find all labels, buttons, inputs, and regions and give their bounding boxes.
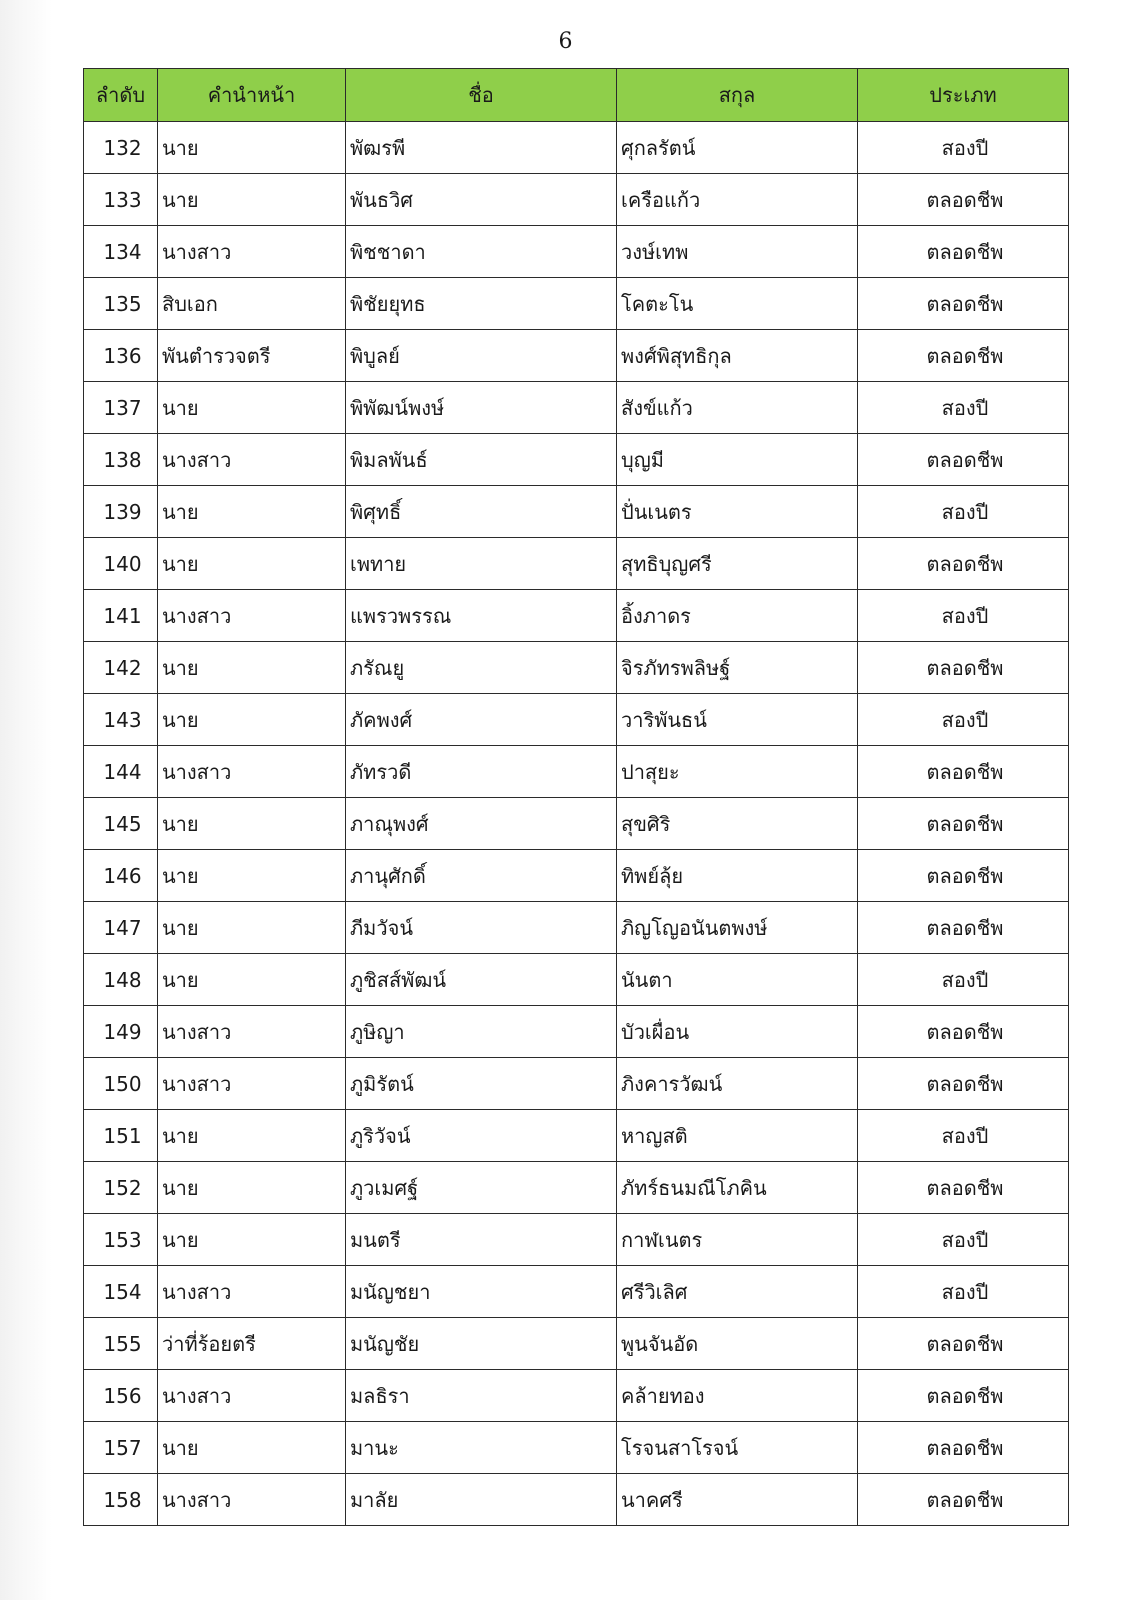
row-type: ตลอดชีพ [858,434,1069,486]
table-row [84,590,1069,642]
row-first-name: พิบูลย์ [346,330,617,382]
row-number: 153 [84,1214,158,1266]
row-type: ตลอดชีพ [858,1318,1069,1370]
row-last-name: ภัทร์ธนมณีโภคิน [617,1162,858,1214]
row-last-name: วาริพันธน์ [617,694,858,746]
row-first-name: พันธวิศ [346,174,617,226]
row-last-name: พงศ์พิสุทธิกุล [617,330,858,382]
table-row [84,1266,1069,1318]
table-row [84,850,1069,902]
row-type: ตลอดชีพ [858,1006,1069,1058]
scan-edge-shadow [0,0,52,1600]
row-number: 132 [84,122,158,174]
row-type: ตลอดชีพ [858,746,1069,798]
row-prefix: นางสาว [158,434,346,486]
row-prefix: นาย [158,538,346,590]
row-number: 149 [84,1006,158,1058]
row-prefix: นาย [158,902,346,954]
table-row [84,1162,1069,1214]
row-last-name: สังข์แก้ว [617,382,858,434]
header-type: ประเภท [858,69,1069,122]
row-type: ตลอดชีพ [858,226,1069,278]
table-row [84,174,1069,226]
row-type: ตลอดชีพ [858,1474,1069,1526]
row-type: ตลอดชีพ [858,1058,1069,1110]
row-type: สองปี [858,122,1069,174]
row-prefix: นาย [158,694,346,746]
row-last-name: ทิพย์ลุ้ย [617,850,858,902]
table-row [84,1370,1069,1422]
row-first-name: ภาณุพงศ์ [346,798,617,850]
row-last-name: ปั่นเนตร [617,486,858,538]
row-last-name: ปาสุยะ [617,746,858,798]
row-type: ตลอดชีพ [858,1422,1069,1474]
row-last-name: วงษ์เทพ [617,226,858,278]
row-last-name: บุญมี [617,434,858,486]
row-number: 139 [84,486,158,538]
row-last-name: หาญสติ [617,1110,858,1162]
row-number: 138 [84,434,158,486]
row-first-name: ภูวเมศฐ์ [346,1162,617,1214]
row-first-name: ภีมวัจน์ [346,902,617,954]
row-type: สองปี [858,694,1069,746]
row-prefix: นาย [158,122,346,174]
row-number: 158 [84,1474,158,1526]
row-prefix: นางสาว [158,590,346,642]
row-number: 151 [84,1110,158,1162]
row-first-name: ภัคพงศ์ [346,694,617,746]
row-prefix: นาย [158,1214,346,1266]
table-row [84,1058,1069,1110]
row-first-name: ภูมิรัตน์ [346,1058,617,1110]
table-row [84,330,1069,382]
row-type: ตลอดชีพ [858,798,1069,850]
row-prefix: นาย [158,174,346,226]
row-first-name: มลธิรา [346,1370,617,1422]
row-last-name: โรจนสาโรจน์ [617,1422,858,1474]
row-type: ตลอดชีพ [858,330,1069,382]
row-type: ตลอดชีพ [858,174,1069,226]
row-last-name: ศรีวิเลิศ [617,1266,858,1318]
row-type: สองปี [858,590,1069,642]
row-number: 135 [84,278,158,330]
row-type: ตลอดชีพ [858,1162,1069,1214]
row-first-name: ภูริวัจน์ [346,1110,617,1162]
row-first-name: พิศุทธิ์ [346,486,617,538]
table-row [84,1318,1069,1370]
table-row [84,1110,1069,1162]
row-last-name: เครือแก้ว [617,174,858,226]
row-number: 140 [84,538,158,590]
row-last-name: สุขศิริ [617,798,858,850]
table-body [84,122,1069,1526]
row-first-name: พิชชาดา [346,226,617,278]
row-first-name: มนตรี [346,1214,617,1266]
row-prefix: นางสาว [158,746,346,798]
row-type: ตลอดชีพ [858,1370,1069,1422]
member-table [83,68,1069,1526]
row-prefix: นาย [158,798,346,850]
row-type: ตลอดชีพ [858,902,1069,954]
row-type: สองปี [858,382,1069,434]
table-row [84,902,1069,954]
table-row [84,538,1069,590]
row-last-name: นาคศรี [617,1474,858,1526]
row-prefix: นางสาว [158,1266,346,1318]
table-row [84,486,1069,538]
row-first-name: แพรวพรรณ [346,590,617,642]
row-type: ตลอดชีพ [858,850,1069,902]
table-row [84,642,1069,694]
row-last-name: สุทธิบุญศรี [617,538,858,590]
table-row [84,382,1069,434]
row-prefix: นางสาว [158,1370,346,1422]
table-row [84,278,1069,330]
row-last-name: บัวเผื่อน [617,1006,858,1058]
page-number: 6 [558,29,573,54]
header-last-name: สกุล [617,69,858,122]
row-first-name: ภัทรวดี [346,746,617,798]
table-row [84,122,1069,174]
row-type: ตลอดชีพ [858,642,1069,694]
row-type: ตลอดชีพ [858,538,1069,590]
row-number: 137 [84,382,158,434]
row-type: สองปี [858,1266,1069,1318]
row-last-name: ภิงคารวัฒน์ [617,1058,858,1110]
table-row [84,1474,1069,1526]
header-prefix: คำนำหน้า [158,69,346,122]
row-last-name: อิ้งภาดร [617,590,858,642]
row-number: 142 [84,642,158,694]
row-number: 156 [84,1370,158,1422]
row-type: สองปี [858,954,1069,1006]
row-type: สองปี [858,486,1069,538]
row-prefix: นางสาว [158,1006,346,1058]
table-row [84,746,1069,798]
row-prefix: นางสาว [158,1474,346,1526]
row-type: ตลอดชีพ [858,278,1069,330]
row-number: 150 [84,1058,158,1110]
row-first-name: มนัญชยา [346,1266,617,1318]
row-prefix: ว่าที่ร้อยตรี [158,1318,346,1370]
table-row [84,694,1069,746]
row-last-name: พูนจันอัด [617,1318,858,1370]
row-first-name: พิมลพันธ์ [346,434,617,486]
table-header-row [84,69,1069,122]
row-prefix: นาย [158,954,346,1006]
row-first-name: พิชัยยุทธ [346,278,617,330]
row-prefix: พันตำรวจตรี [158,330,346,382]
row-last-name: กาฬเนตร [617,1214,858,1266]
table-row [84,1214,1069,1266]
row-number: 155 [84,1318,158,1370]
row-first-name: ภูษิญา [346,1006,617,1058]
table-row [84,954,1069,1006]
table-row [84,1006,1069,1058]
row-prefix: นาย [158,1110,346,1162]
row-first-name: มาลัย [346,1474,617,1526]
row-prefix: นาย [158,850,346,902]
row-number: 148 [84,954,158,1006]
row-first-name: พิพัฒน์พงษ์ [346,382,617,434]
row-first-name: มานะ [346,1422,617,1474]
row-last-name: ศุกลรัตน์ [617,122,858,174]
row-last-name: นันตา [617,954,858,1006]
row-prefix: นาย [158,1422,346,1474]
row-number: 136 [84,330,158,382]
row-number: 133 [84,174,158,226]
row-first-name: พัฒรพี [346,122,617,174]
table-row [84,1422,1069,1474]
row-number: 145 [84,798,158,850]
row-first-name: ภรัณยู [346,642,617,694]
row-number: 157 [84,1422,158,1474]
table-row [84,226,1069,278]
row-last-name: คล้ายทอง [617,1370,858,1422]
header-first-name: ชื่อ [346,69,617,122]
row-prefix: สิบเอก [158,278,346,330]
row-prefix: นาย [158,382,346,434]
row-number: 141 [84,590,158,642]
row-last-name: โคตะโน [617,278,858,330]
row-prefix: นาย [158,642,346,694]
header-no: ลำดับ [84,69,158,122]
row-prefix: นาย [158,1162,346,1214]
row-first-name: เพทาย [346,538,617,590]
row-number: 134 [84,226,158,278]
row-prefix: นางสาว [158,226,346,278]
row-prefix: นาย [158,486,346,538]
row-number: 146 [84,850,158,902]
row-first-name: ภูชิสส์พัฒน์ [346,954,617,1006]
row-type: สองปี [858,1110,1069,1162]
row-number: 147 [84,902,158,954]
row-type: สองปี [858,1214,1069,1266]
row-number: 152 [84,1162,158,1214]
table-row [84,434,1069,486]
row-number: 143 [84,694,158,746]
row-first-name: ภานุศักดิ์ [346,850,617,902]
row-prefix: นางสาว [158,1058,346,1110]
row-number: 144 [84,746,158,798]
row-last-name: ภิญโญอนันตพงษ์ [617,902,858,954]
row-last-name: จิรภัทรพลิษฐ์ [617,642,858,694]
row-number: 154 [84,1266,158,1318]
table-row [84,798,1069,850]
row-first-name: มนัญชัย [346,1318,617,1370]
